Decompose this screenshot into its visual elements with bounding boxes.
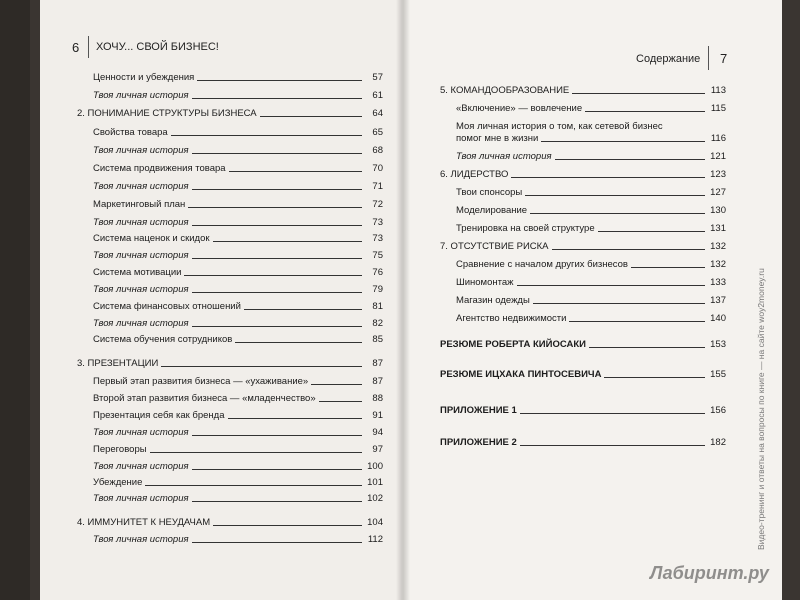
toc-entry-page: 97	[372, 444, 383, 455]
toc-entry-page: 88	[372, 393, 383, 404]
toc-entry	[77, 516, 383, 528]
toc-entry-title: РЕЗЮМЕ ИЦХАКА ПИНТОСЕВИЧА	[440, 369, 602, 380]
toc-leader-line	[192, 501, 362, 502]
toc-entry-page: 79	[372, 284, 383, 295]
toc-entry-page: 132	[710, 241, 726, 252]
toc-entry	[440, 84, 726, 96]
toc-entry-page: 123	[710, 169, 726, 180]
toc-leader-line	[589, 347, 705, 348]
toc-entry	[440, 168, 726, 180]
toc-entry	[77, 249, 383, 261]
toc-entry-page: 116	[710, 133, 726, 144]
side-note	[756, 250, 770, 550]
toc-leader-line	[228, 418, 363, 419]
toc-leader-line	[598, 231, 705, 232]
toc-entry	[77, 409, 383, 421]
toc-entry-title: Твоя личная история	[456, 151, 552, 162]
toc-entry-title: «Включение» — вовлечение	[456, 103, 583, 114]
toc-leader-line	[161, 366, 362, 367]
toc-leader-line	[197, 80, 362, 81]
toc-entry	[440, 150, 726, 162]
toc-entry	[440, 404, 726, 416]
toc-leader-line	[517, 285, 706, 286]
right-page	[402, 0, 782, 600]
toc-leader-line	[192, 542, 362, 543]
toc-entry-page: 137	[710, 295, 726, 306]
toc-entry-page: 91	[372, 410, 383, 421]
toc-entry-page: 101	[367, 477, 383, 488]
toc-entry-page: 131	[710, 223, 726, 234]
toc-leader-line	[572, 93, 705, 94]
toc-leader-line	[184, 275, 362, 276]
header-divider	[88, 36, 89, 58]
toc-leader-line	[192, 225, 362, 226]
toc-entry-page: 57	[372, 72, 383, 83]
toc-leader-line	[552, 249, 705, 250]
toc-entry-page: 133	[710, 277, 726, 288]
toc-entry-page: 140	[710, 313, 726, 324]
toc-entry-title: Магазин одежды	[456, 295, 530, 306]
toc-entry-title: Переговоры	[93, 444, 147, 455]
toc-entry	[77, 71, 383, 83]
toc-leader-line	[188, 207, 362, 208]
toc-entry-page: 73	[372, 217, 383, 228]
toc-leader-line	[569, 321, 705, 322]
toc-entry-title: Моя личная история о том, как сетевой бизнес	[456, 121, 663, 132]
toc-entry-page: 64	[372, 108, 383, 119]
toc-entry	[77, 392, 383, 404]
toc-entry-page: 61	[372, 90, 383, 101]
toc-entry-title: Агентство недвижимости	[456, 313, 567, 324]
left-page	[40, 0, 402, 600]
toc-entry-page: 130	[710, 205, 726, 216]
toc-entry	[77, 126, 383, 138]
toc-entry-title: Твоя личная история	[93, 461, 189, 472]
toc-entry-title: Твоя личная история	[93, 90, 189, 101]
toc-entry-page: 156	[710, 405, 726, 416]
toc-entry-title: РЕЗЮМЕ РОБЕРТА КИЙОСАКИ	[440, 339, 586, 350]
toc-entry-page: 132	[710, 259, 726, 270]
toc-entry-title: 5. КОМАНДООБРАЗОВАНИЕ	[440, 85, 570, 96]
toc-entry-page: 68	[372, 145, 383, 156]
toc-entry-page: 115	[710, 103, 726, 114]
toc-leader-line	[604, 377, 705, 378]
toc-entry-page: 87	[372, 358, 383, 369]
toc-leader-line	[213, 241, 362, 242]
right-page-number: 7	[720, 51, 728, 66]
toc-entry	[77, 333, 383, 345]
toc-entry-page: 102	[367, 493, 383, 504]
toc-entry-title: Первый этап развития бизнеса — «ухаживание»	[93, 376, 309, 387]
toc-entry-title: Твоя личная история	[93, 145, 189, 156]
toc-entry	[440, 312, 726, 324]
toc-leader-line	[192, 258, 362, 259]
toc-entry	[77, 162, 383, 174]
toc-entry	[77, 144, 383, 156]
toc-leader-line	[631, 267, 705, 268]
toc-leader-line	[145, 485, 362, 486]
toc-leader-line	[192, 153, 362, 154]
toc-entry-title: Твоя личная история	[93, 217, 189, 228]
toc-entry	[440, 436, 726, 448]
toc-entry-title: Система мотивации	[93, 267, 182, 278]
toc-entry-title: Система продвижения товара	[93, 163, 226, 174]
toc-leader-line	[150, 452, 362, 453]
toc-entry-page: 182	[710, 437, 726, 448]
toc-entry-title: Система обучения сотрудников	[93, 334, 233, 345]
toc-entry	[77, 375, 383, 387]
book-gutter	[396, 0, 410, 600]
toc-entry-title: Тренировка на своей структуре	[456, 223, 595, 234]
toc-entry-title: 3. ПРЕЗЕНТАЦИИ	[77, 358, 159, 369]
toc-entry	[77, 180, 383, 192]
toc-entry-title: 2. ПОНИМАНИЕ СТРУКТУРЫ БИЗНЕСА	[77, 108, 257, 119]
toc-entry-page: 121	[710, 151, 726, 162]
toc-entry-title: Твоя личная история	[93, 493, 189, 504]
toc-entry	[440, 368, 726, 380]
toc-entry-title: Твоя личная история	[93, 181, 189, 192]
toc-leader-line	[229, 171, 362, 172]
toc-entry-title: Твоя личная история	[93, 250, 189, 261]
toc-entry	[440, 276, 726, 288]
toc-entry-title: Шиномонтаж	[456, 277, 514, 288]
toc-entry	[77, 426, 383, 438]
toc-entry-title: Система финансовых отношений	[93, 301, 241, 312]
toc-entry	[77, 492, 383, 504]
toc-leader-line	[260, 116, 362, 117]
toc-entry-page: 73	[372, 233, 383, 244]
toc-entry-page: 65	[372, 127, 383, 138]
toc-entry-title: Система наценок и скидок	[93, 233, 210, 244]
toc-leader-line	[192, 435, 362, 436]
toc-entry-page: 85	[372, 334, 383, 345]
toc-leader-line	[555, 159, 705, 160]
toc-entry	[440, 102, 726, 114]
toc-entry-page: 104	[367, 517, 383, 528]
toc-entry-page: 72	[372, 199, 383, 210]
toc-entry-title: Твоя личная история	[93, 534, 189, 545]
toc-entry	[77, 198, 383, 210]
toc-entry-title: помог мне в жизни	[456, 133, 539, 144]
toc-leader-line	[171, 135, 362, 136]
toc-entry-title: Твоя личная история	[93, 284, 189, 295]
toc-entry-page: 153	[710, 339, 726, 350]
toc-leader-line	[192, 469, 362, 470]
toc-leader-line	[192, 98, 362, 99]
toc-entry	[440, 240, 726, 252]
toc-leader-line	[311, 384, 362, 385]
toc-entry	[440, 222, 726, 234]
toc-entry-title: Свойства товара	[93, 127, 168, 138]
toc-entry	[77, 300, 383, 312]
toc-entry	[440, 204, 726, 216]
toc-entry-page: 70	[372, 163, 383, 174]
toc-entry-page: 113	[710, 85, 726, 96]
toc-entry-title: Моделирование	[456, 205, 528, 216]
toc-leader-line	[520, 445, 705, 446]
toc-entry-title: Ценности и убеждения	[93, 72, 195, 83]
toc-entry-title: 7. ОТСУТСТВИЕ РИСКА	[440, 241, 549, 252]
side-note-text: Видео-тренинг и ответы на вопросы по книге — на сайте woу2money.ru	[756, 268, 766, 550]
toc-entry-page: 87	[372, 376, 383, 387]
toc-leader-line	[533, 303, 705, 304]
toc-entry	[77, 476, 383, 488]
toc-entry-title: Сравнение с началом других бизнесов	[456, 259, 628, 270]
toc-entry-title: Твоя личная история	[93, 427, 189, 438]
toc-leader-line	[541, 141, 705, 142]
toc-entry-title: Второй этап развития бизнеса — «младенчество»	[93, 393, 316, 404]
header-divider	[708, 46, 709, 70]
left-running-head: ХОЧУ... СВОЙ БИЗНЕС!	[96, 41, 219, 53]
toc-leader-line	[319, 401, 362, 402]
toc-entry	[77, 232, 383, 244]
toc-entry-title: Убеждение	[93, 477, 143, 488]
toc-entry-title: Маркетинговый план	[93, 199, 186, 210]
toc-entry	[77, 89, 383, 101]
toc-entry	[77, 216, 383, 228]
toc-entry-page: 81	[372, 301, 383, 312]
toc-entry	[77, 533, 383, 545]
toc-entry	[440, 132, 726, 144]
toc-entry	[440, 120, 726, 132]
toc-entry	[440, 258, 726, 270]
toc-entry-page: 82	[372, 318, 383, 329]
toc-leader-line	[525, 195, 705, 196]
toc-leader-line	[192, 292, 362, 293]
toc-leader-line	[192, 189, 362, 190]
toc-entry-page: 71	[372, 181, 383, 192]
toc-entry	[77, 460, 383, 472]
toc-entry	[440, 186, 726, 198]
toc-entry-page: 100	[367, 461, 383, 472]
toc-entry-title: 4. ИММУНИТЕТ К НЕУДАЧАМ	[77, 517, 211, 528]
toc-entry-page: 94	[372, 427, 383, 438]
toc-entry-title: Презентация себя как бренда	[93, 410, 225, 421]
toc-entry-title: ПРИЛОЖЕНИЕ 2	[440, 437, 517, 448]
toc-leader-line	[511, 177, 705, 178]
toc-entry	[77, 317, 383, 329]
toc-entry	[77, 357, 383, 369]
left-page-number: 6	[72, 40, 80, 55]
toc-entry-page: 127	[710, 187, 726, 198]
toc-entry-page: 76	[372, 267, 383, 278]
toc-leader-line	[530, 213, 705, 214]
toc-entry	[77, 443, 383, 455]
toc-leader-line	[235, 342, 362, 343]
toc-entry	[440, 338, 726, 350]
toc-leader-line	[192, 326, 362, 327]
toc-leader-line	[244, 309, 362, 310]
toc-entry	[77, 107, 383, 119]
toc-entry-title: Твои спонсоры	[456, 187, 523, 198]
toc-entry-title: 6. ЛИДЕРСТВО	[440, 169, 509, 180]
toc-entry-page: 75	[372, 250, 383, 261]
watermark: Лабиринт.ру	[650, 563, 769, 583]
toc-entry	[77, 266, 383, 278]
toc-entry-title: Твоя личная история	[93, 318, 189, 329]
toc-leader-line	[520, 413, 705, 414]
toc-entry-page: 112	[367, 534, 383, 545]
toc-entry	[440, 294, 726, 306]
right-running-head: Содержание	[636, 53, 701, 65]
toc-entry	[77, 283, 383, 295]
toc-leader-line	[213, 525, 362, 526]
toc-leader-line	[585, 111, 705, 112]
toc-entry-page: 155	[710, 369, 726, 380]
toc-entry-title: ПРИЛОЖЕНИЕ 1	[440, 405, 517, 416]
